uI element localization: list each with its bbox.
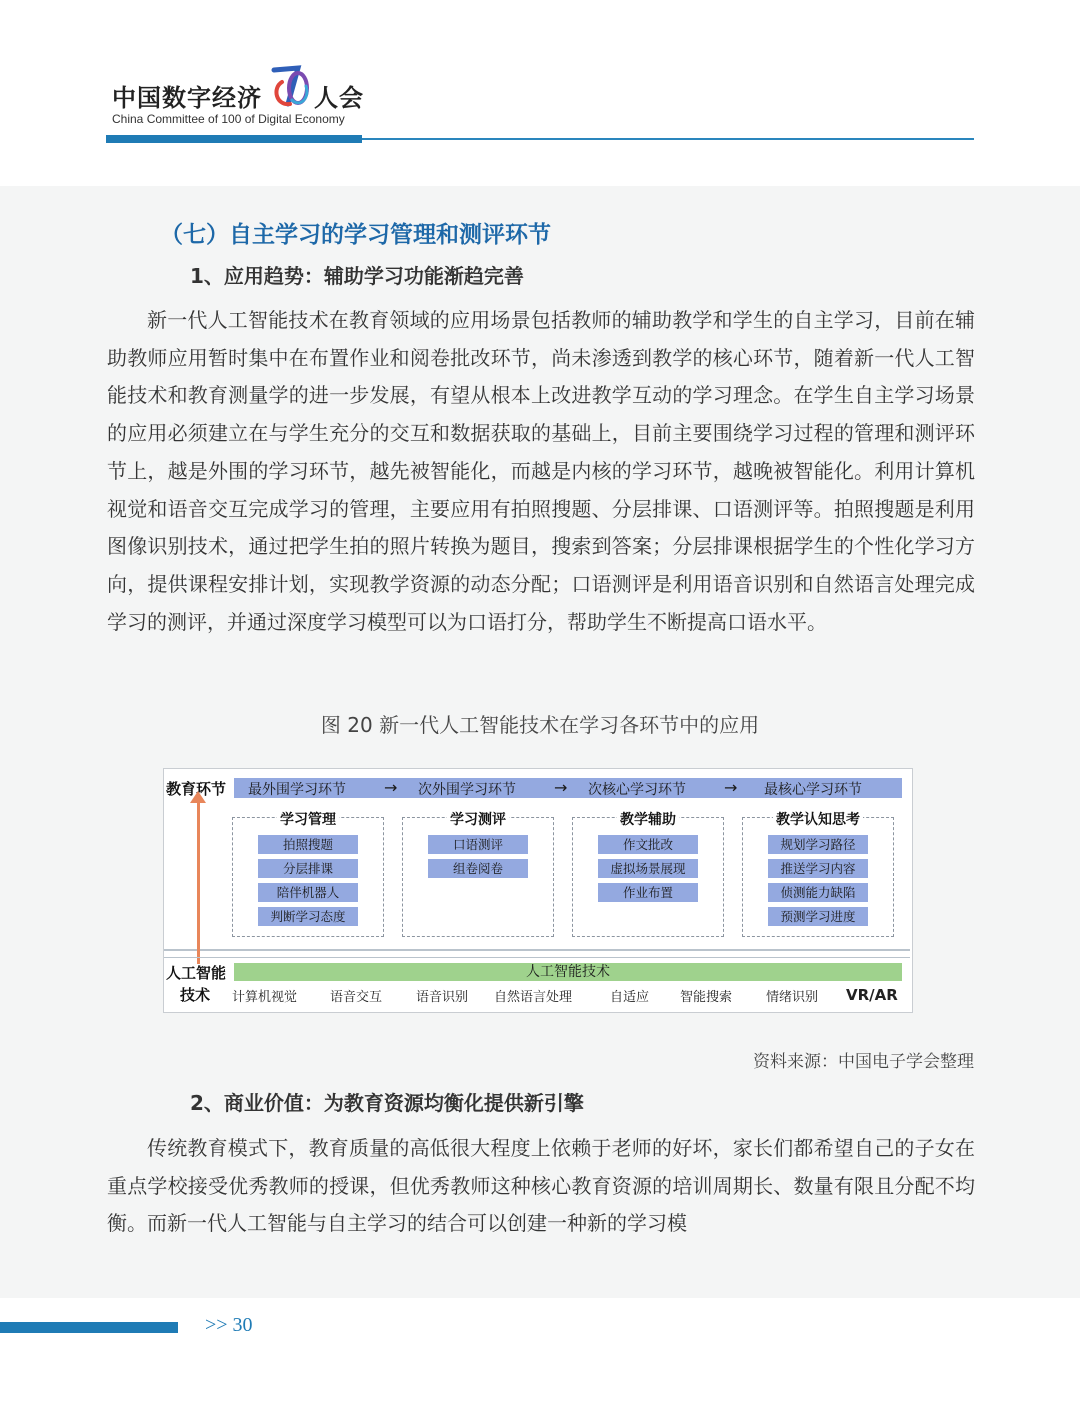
tech-label: 语音识别 — [416, 990, 469, 1005]
stage-bar — [234, 778, 902, 798]
tech-label: 语音交互 — [330, 990, 383, 1005]
source-note: 资料来源：中国电子学会整理 — [753, 1052, 974, 1072]
group-title: 教学辅助 — [617, 812, 679, 828]
group-cognition — [742, 812, 894, 937]
ai-label-line1: 人工智能 — [166, 964, 227, 982]
chip: 作文批改 — [598, 835, 698, 854]
stage-label: 最外围学习环节 — [248, 782, 346, 798]
ai-bar: 人工智能技术 — [234, 963, 902, 981]
paragraph-trend: 新一代人工智能技术在教育领域的应用场景包括教师的辅助教学和学生的自主学习，目前在辅助教师应用暂时集中在布置作业和阅卷批改环节，尚未渗透到教学的核心环节，随着新一代人工智能技术和教育测量学的进一步发展，有望从根本上改进教学互动的学习理念。在学生自主学习场景的应用必须建立在与学生充分的交互和数据获取的基础上，目前主要围绕学习过程的管理和测评环节上，越是外围的学习环节，越先被智能化，而越是内核的学习环节，越晚被智能化。利用计算机视觉和语音交互完成学习的管理，主要应用有拍照搜题、分层排课、口语测评等。拍照搜题是利用图像识别技术，通过把学生拍的照片转换为题目，搜索到答案；分层排课根据学生的个性化学习方向，提供课程安排计划，实现教学资源的动态分配；口语测评是利用语音识别和自然语言处理完成学习的测评，并通过深度学习模型可以为口语打分，帮助学生不断提高口语水平。 — [107, 308, 975, 634]
group-title: 教学认知思考 — [773, 812, 863, 828]
logo-title-left: 中国数字经济 — [112, 84, 262, 112]
right-arrow-icon: → — [384, 778, 398, 797]
page-header — [0, 0, 1080, 186]
right-arrow-icon: → — [724, 778, 738, 797]
up-arrow-shaft — [197, 799, 200, 964]
header-rule-thick — [106, 135, 362, 143]
chip: 规划学习路径 — [768, 835, 868, 854]
footer-bar — [0, 1322, 178, 1333]
chip: 虚拟场景展现 — [598, 859, 698, 878]
group-learning-management — [232, 812, 384, 937]
chip: 拍照搜题 — [258, 835, 358, 854]
header-rule-thin — [362, 138, 974, 140]
chip: 判断学习态度 — [258, 907, 358, 926]
group-learning-assessment — [402, 812, 554, 937]
stage-label: 次核心学习环节 — [588, 782, 686, 798]
subheading-value: 2、商业价值：为教育资源均衡化提供新引擎 — [190, 1091, 584, 1115]
logo-subtitle-en: China Committee of 100 of Digital Economy — [112, 112, 345, 126]
paragraph-value: 传统教育模式下，教育质量的高低很大程度上依赖于老师的好坏，家长们都希望自己的子女在重点学校接受优秀教师的授课，但优秀教师这种核心教育资源的培训周期长、数量有限且分配不均衡。而新一代人工智能与自主学习的结合可以创建一种新的学习模 — [107, 1136, 975, 1236]
chip: 口语测评 — [428, 835, 528, 854]
stage-label: 最核心学习环节 — [764, 782, 862, 798]
chip: 陪伴机器人 — [258, 883, 358, 902]
tech-label: VR/AR — [846, 986, 898, 1004]
chip: 分层排课 — [258, 859, 358, 878]
group-teaching-assist — [572, 812, 724, 937]
page-number: >> 30 — [205, 1314, 253, 1336]
numeral-100-logo-icon — [268, 64, 312, 110]
figure-education-panel — [164, 769, 910, 951]
section-heading: （七）自主学习的学习管理和测评环节 — [160, 222, 551, 248]
tech-label: 智能搜索 — [680, 990, 733, 1005]
tech-label: 自适应 — [610, 990, 650, 1005]
tech-label: 计算机视觉 — [232, 990, 298, 1005]
edu-stage-label: 教育环节 — [166, 780, 227, 798]
chip: 组卷阅卷 — [428, 859, 528, 878]
tech-label: 自然语言处理 — [494, 990, 573, 1005]
ai-label-line2: 技术 — [180, 986, 211, 1004]
figure-caption: 图 20 新一代人工智能技术在学习各环节中的应用 — [320, 713, 760, 737]
group-title: 学习测评 — [447, 812, 509, 828]
stage-label: 次外围学习环节 — [418, 782, 516, 798]
right-arrow-icon: → — [554, 778, 568, 797]
figure-ai-panel — [164, 957, 910, 1012]
group-title: 学习管理 — [277, 812, 339, 828]
chip: 作业布置 — [598, 883, 698, 902]
chip: 预测学习进度 — [768, 907, 868, 926]
logo-title-right: 人会 — [314, 84, 364, 112]
learning-stages-figure — [163, 768, 913, 1013]
chip: 侦测能力缺陷 — [768, 883, 868, 902]
subheading-trend: 1、应用趋势：辅助学习功能渐趋完善 — [190, 264, 524, 288]
tech-label: 情绪识别 — [766, 990, 819, 1005]
chip: 推送学习内容 — [768, 859, 868, 878]
